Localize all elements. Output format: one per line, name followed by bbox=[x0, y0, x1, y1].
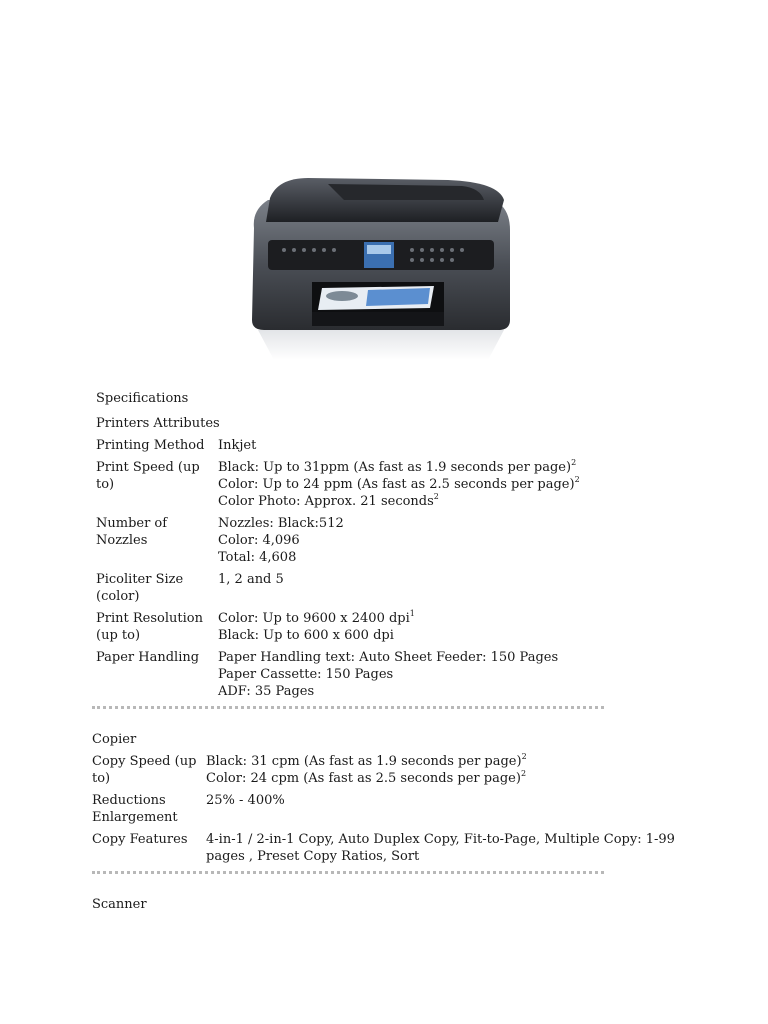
spec-row-printing-method bbox=[96, 437, 656, 454]
spec-row-copy-speed bbox=[92, 753, 682, 787]
divider bbox=[92, 871, 604, 874]
copier-heading: Copier bbox=[92, 732, 137, 747]
spec-row-copy-features bbox=[92, 831, 682, 865]
spec-value: Nozzles: Black:512 Color: 4,096 Total: 4,608 bbox=[218, 516, 344, 565]
spec-label: Picoliter Size (color) bbox=[96, 572, 184, 604]
spec-row-nozzles bbox=[96, 515, 656, 566]
spec-row-reductions bbox=[92, 792, 682, 826]
spec-label: Copy Speed (up to) bbox=[92, 754, 197, 786]
printers-attributes-heading: Printers Attributes bbox=[96, 416, 220, 431]
spec-row-picoliter bbox=[96, 571, 656, 605]
spec-value: Paper Handling text: Auto Sheet Feeder: 150 Pages Paper Cassette: 150 Pages ADF: 35 Pages bbox=[218, 650, 559, 699]
spec-row-resolution bbox=[96, 610, 656, 644]
spec-value: Black: 31 cpm (As fast as 1.9 seconds per page)$^2$ Color: 24 cpm (As fast as 2.5 seconds per page)$^2$ bbox=[206, 752, 527, 786]
spec-label: Number of Nozzles bbox=[96, 516, 168, 548]
spec-value: 25% - 400% bbox=[206, 793, 285, 808]
spec-label: Printing Method bbox=[96, 438, 205, 453]
scanner-heading: Scanner bbox=[92, 897, 147, 912]
spec-value: Color: Up to 9600 x 2400 dpi$^1$ Black: Up to 600 x 600 dpi bbox=[218, 609, 415, 643]
divider bbox=[92, 706, 604, 709]
spec-value: 4-in-1 / 2-in-1 Copy, Auto Duplex Copy, Fit-to-Page, Multiple Copy: 1-99 pages , Preset Copy Ratios, Sort bbox=[206, 832, 675, 864]
spec-label: Print Resolution (up to) bbox=[96, 611, 203, 643]
printer-image bbox=[248, 170, 514, 362]
spec-value: Inkjet bbox=[218, 438, 257, 453]
spec-label: Copy Features bbox=[92, 832, 188, 847]
copier-specs-table bbox=[92, 753, 682, 870]
printer-specs-table bbox=[96, 437, 656, 705]
spec-row-paper-handling bbox=[96, 649, 656, 700]
spec-label: Print Speed (up to) bbox=[96, 460, 200, 492]
spec-value: Black: Up to 31ppm (As fast as 1.9 seconds per page)$^2$ Color: Up to 24 ppm (As fast as 2.5 seconds per page)$^2$ Color Photo: Approx. 21 seconds$^2$ bbox=[218, 458, 580, 509]
spec-label: Paper Handling bbox=[96, 650, 200, 665]
spec-value: 1, 2 and 5 bbox=[218, 572, 284, 587]
specifications-heading: Specifications bbox=[96, 391, 189, 406]
spec-label: Reductions Enlargement bbox=[92, 793, 178, 825]
spec-row-print-speed bbox=[96, 459, 656, 510]
